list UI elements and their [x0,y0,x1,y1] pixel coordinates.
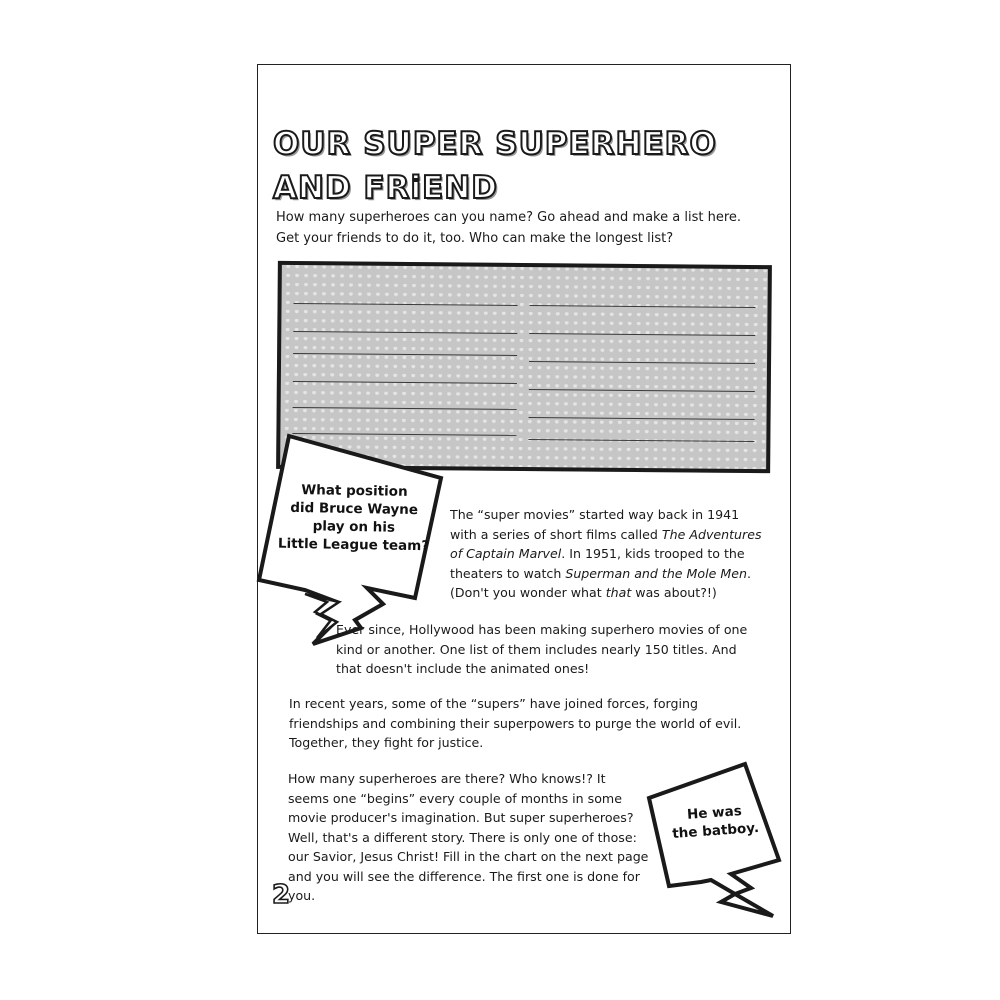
question-line-2: did Bruce Wayne [290,499,419,519]
answer-line-1: He was [686,803,743,823]
write-line-left-4[interactable] [293,381,517,384]
paragraph1-italic-title2: Superman and the Mole Men [565,565,747,581]
write-line-left-5[interactable] [293,407,517,410]
question-line-3: play on his [312,518,396,536]
write-line-right-6[interactable] [528,439,754,442]
question-line-4: Little League team? [277,535,430,555]
paragraph1-italic-that: that [605,585,632,600]
paragraph-hollywood: Ever since, Hollywood has been making superhero movies of one kind or another. One list of them includes nearly 150 titles. And that doesn't include the animated ones! [336,622,748,676]
paragraph1-part3: . (Don't you wonder what [450,565,751,600]
paragraph-how-many: How many superheroes are there? Who knows!? It seems one “begins” every couple of months in some movie producer's imagination. But super superheroes? Well, that's a different story. There is only one of those: our Savior, Jesus Christ! Fill in the chart on the next page and you will see the difference. The first one is done for you. [288,771,649,903]
question-text [272,481,435,556]
write-line-left-1[interactable] [294,303,518,306]
title-line-1: OUR SUPER SUPERHERO [273,126,717,162]
paragraph1-part1: The “super movies” started way back in 1941 with a series of short films called [450,507,740,542]
question-line-1: What position [301,482,408,500]
title-line-2: AND FRiEND [273,170,498,206]
paragraph1-italic-title1: The Adventures of Captain Marvel [450,526,762,561]
write-line-right-3[interactable] [529,361,755,364]
write-line-right-4[interactable] [529,389,755,392]
write-line-right-5[interactable] [529,417,755,420]
answer-line-2: the batboy. [671,819,760,842]
paragraph1-part2: . In 1951, kids trooped to the theaters to watch [450,546,745,581]
write-line-right-2[interactable] [529,333,755,336]
page-number: 2 [272,880,291,910]
paragraph1-part4: was about?!) [631,585,717,600]
write-line-right-1[interactable] [530,305,756,308]
write-line-left-2[interactable] [293,331,517,334]
answer-text [664,801,766,844]
intro-text: How many superheroes can you name? Go ahead and make a list here. Get your friends to do it, too. Who can make the longest list? [276,210,742,246]
paragraph-joined-forces: In recent years, some of the “supers” have joined forces, forging friendships and combining their superpowers to purge the world of evil. Together, they fight for justice. [289,696,742,750]
write-line-left-3[interactable] [293,353,517,356]
paragraph-super-movies [450,505,768,603]
answer-speech-bubble [645,760,785,920]
page-title [273,122,717,210]
